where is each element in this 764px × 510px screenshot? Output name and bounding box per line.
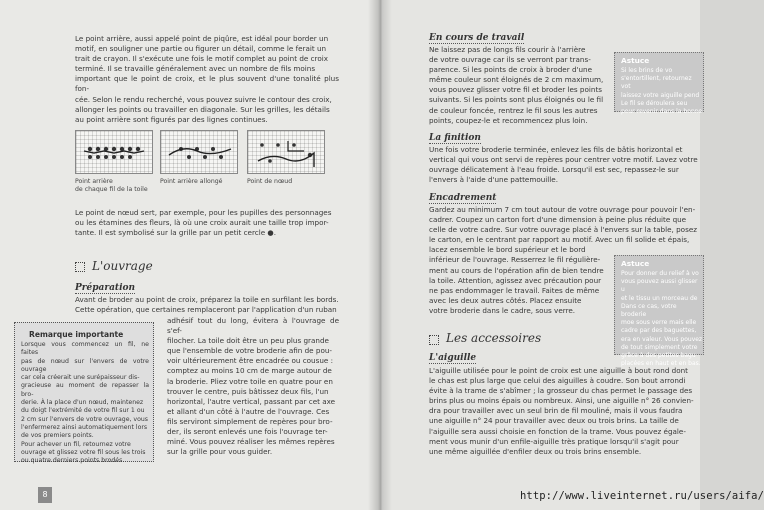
caption-point-arriere-allonge: Point arrière allongé bbox=[160, 178, 223, 185]
swatch-point-arriere bbox=[75, 130, 153, 174]
astuce-1-title: Astuce bbox=[621, 56, 650, 65]
astuce-2-title: Astuce bbox=[621, 259, 650, 268]
page-number: 8 bbox=[38, 487, 52, 503]
swatch-point-arriere-allonge bbox=[160, 130, 238, 174]
astuce-1-text: Si les brins de vo s'entortillent, retournez vot laissez votre aiguille pend Le fil se déroulera seu pour revenir dans la bonne bbox=[621, 67, 703, 116]
subsection-title-finition: La finition bbox=[429, 133, 481, 143]
stitch-diagram-long-backstitch bbox=[161, 131, 239, 175]
remark-title: Remarque importante bbox=[29, 330, 124, 339]
left-page bbox=[0, 0, 378, 510]
caption-point-de-noeud: Point de nœud bbox=[247, 178, 293, 185]
encadrement-paragraph: Gardez au minimum 7 cm tout autour de votre ouvrage pour pouvoir l'en- cadrer. Coupez un carton fort d'une dimension à peine plus réduite que celle de votre cadre. Sur votre ouvrage placé à l'envers sur la table, posez le carton, en le centrant par rapport au motif. Avec un fil solide et épais, lacez ensemble le bord supérieur et le bord inférieur de l'ouvrage. Resserrez le fil régulière- ment au cours de l'opération afin de bien tendre la toile. Attention, agissez avec précaution pour ne pas endommager le travail. Faites de même avec les deux autres côtés. Placez ensuite votre broderie dans le cadre, sous verre. bbox=[429, 205, 698, 315]
preparation-paragraph-right: adhésif tout du long, évitera à l'ouvrage de s'ef- filocher. La toile doit être un peu plus grande que l'ensemble de votre broderie afin de pou- voir ultérieurement être encadrée ou cousue : comptez au moins 10 cm de marge autour de la broderie. Pliez votre toile en quatre pour en trouver le centre, puis bâtissez deux fils, l'un horizontal, l'autre vertical, passant par cet axe et allant d'un côté à l'autre de l'ouvrage. Ces fils serviront simplement de repères pour bro- der, ils seront enlevés une fois l'ouvrage ter- miné. Vous pouvez réaliser les mêmes repères sur la grille pour vous guider. bbox=[167, 316, 339, 457]
section-marker-icon bbox=[75, 262, 85, 272]
astuce-box-1 bbox=[614, 52, 704, 116]
section-title-accessoires: Les accessoires bbox=[446, 331, 542, 345]
noeud-paragraph: Le point de nœud sert, par exemple, pour les pupilles des personnages ou les étamines des fleurs, là où une croix aurait une taille trop impor- tante. Il est symbolisé sur la grille par un petit cercle ●. bbox=[75, 208, 332, 238]
swatch-point-de-noeud bbox=[247, 130, 325, 174]
preparation-paragraph-top: Avant de broder au point de croix, préparez la toile en surfilant les bords. Cette opération, que certaines remplaceront par l'application d'un ruban bbox=[75, 295, 339, 315]
astuce-box-2 bbox=[614, 255, 704, 368]
caption-point-arriere: Point arrière de chaque fil de la toile bbox=[75, 178, 148, 193]
subsection-title-preparation: Préparation bbox=[75, 283, 136, 293]
subsection-title-aiguille: L'aiguille bbox=[429, 353, 477, 363]
aiguille-paragraph: L'aiguille utilisée pour le point de croix est une aiguille à bout rond dont le chas est plus large que celui des aiguilles à coudre. Son bout arrondi évite à la trame de s'abîmer ; la grosseur du chas permet le passage des brins plus ou moins épais ou nombreux. Ainsi, une aiguille n° 26 convien- dra pour travailler avec un seul brin de fil mouliné, mais il vous faudra une aiguille n° 24 pour travailler avec deux ou trois brins. La taille de l'aiguille sera aussi choisie en fonction de la trame. Vous pouvez égale- ment vous munir d'un enfile-aiguille très pratique lorsqu'il s'agit pour une même aiguillée d'enfiler deux ou trois brins ensemble. bbox=[429, 366, 694, 456]
section-title-ouvrage: L'ouvrage bbox=[92, 259, 153, 273]
book-spine-shadow bbox=[368, 0, 392, 510]
subsection-title-en-cours: En cours de travail bbox=[429, 33, 525, 43]
en-cours-paragraph: Ne laissez pas de longs fils courir à l'arrière de votre ouvrage car ils se verront par trans- parence. Si les points de croix à broder d'une même couleur sont éloignés de 2 cm maximum, vous pouvez glisser votre fil et broder les points suivants. Si les points sont plus éloignés ou le fil de couleur foncée, rentrez le fil sous les autres points, coupez-le et recommencez plus loin. bbox=[429, 45, 604, 125]
stitch-diagram-knot bbox=[248, 131, 326, 175]
astuce-2-text: Pour donner du relief à vo vous pouvez aussi glisser u et le tissu un morceau de Dans ce cas, votre broderie moe sous verre mais elle cadre par des baguettes, era en valeur. Vous pouvez de tout simplement votre grâce à des petites bagu placées en haut et en bas. bbox=[621, 270, 703, 368]
watermark-url: http://www.liveinternet.ru/users/aifa/ bbox=[520, 490, 764, 502]
section-marker-icon bbox=[429, 335, 439, 345]
subsection-title-encadrement: Encadrement bbox=[429, 193, 497, 203]
stitch-diagram-backstitch bbox=[76, 131, 154, 175]
intro-paragraph: Le point arrière, aussi appelé point de piqûre, est idéal pour border un motif, en souligner une partie ou figurer un détail, comme le ferait un trait de crayon. Il s'exécute une fois le motif complet au point de croix terminé. Il se travaille généralement avec un nombre de fils moins important que le point de croix, et le plus souvent d'une tonalité plus fon- cée. Selon le rendu recherché, vous pouvez suivre le contour des croix, allonger les points ou travailler en diagonale. Sur les grilles, les détails au point arrière sont figurés par des lignes continues. bbox=[75, 34, 339, 124]
right-page bbox=[378, 0, 703, 510]
remark-box bbox=[14, 322, 154, 465]
finition-paragraph: Une fois votre broderie terminée, enlevez les fils de bâtis horizontal et vertical qui vous ont servi de repères pour centrer votre motif. Lavez votre ouvrage délicatement à l'eau froide. Lorsqu'il est sec, repassez-le sur l'envers à l'aide d'une pattemouille. bbox=[429, 145, 698, 185]
remark-text: Lorsque vous commencez un fil, ne faites pas de nœud sur l'envers de votre ouvrage car cela créerait une surépaisseur dis- gracieuse au moment de repasser la bro- derie. À la place d'un nœud, maintenez du doigt l'extrémité de votre fil sur 1 ou 2 cm sur l'envers de votre ouvrage, vous l'enfermerez ainsi automatiquement lors de vos premiers points. Pour achever un fil, retournez votre ouvrage et glissez votre fil sous les trois ou quatre derniers points brodés. bbox=[21, 341, 149, 465]
